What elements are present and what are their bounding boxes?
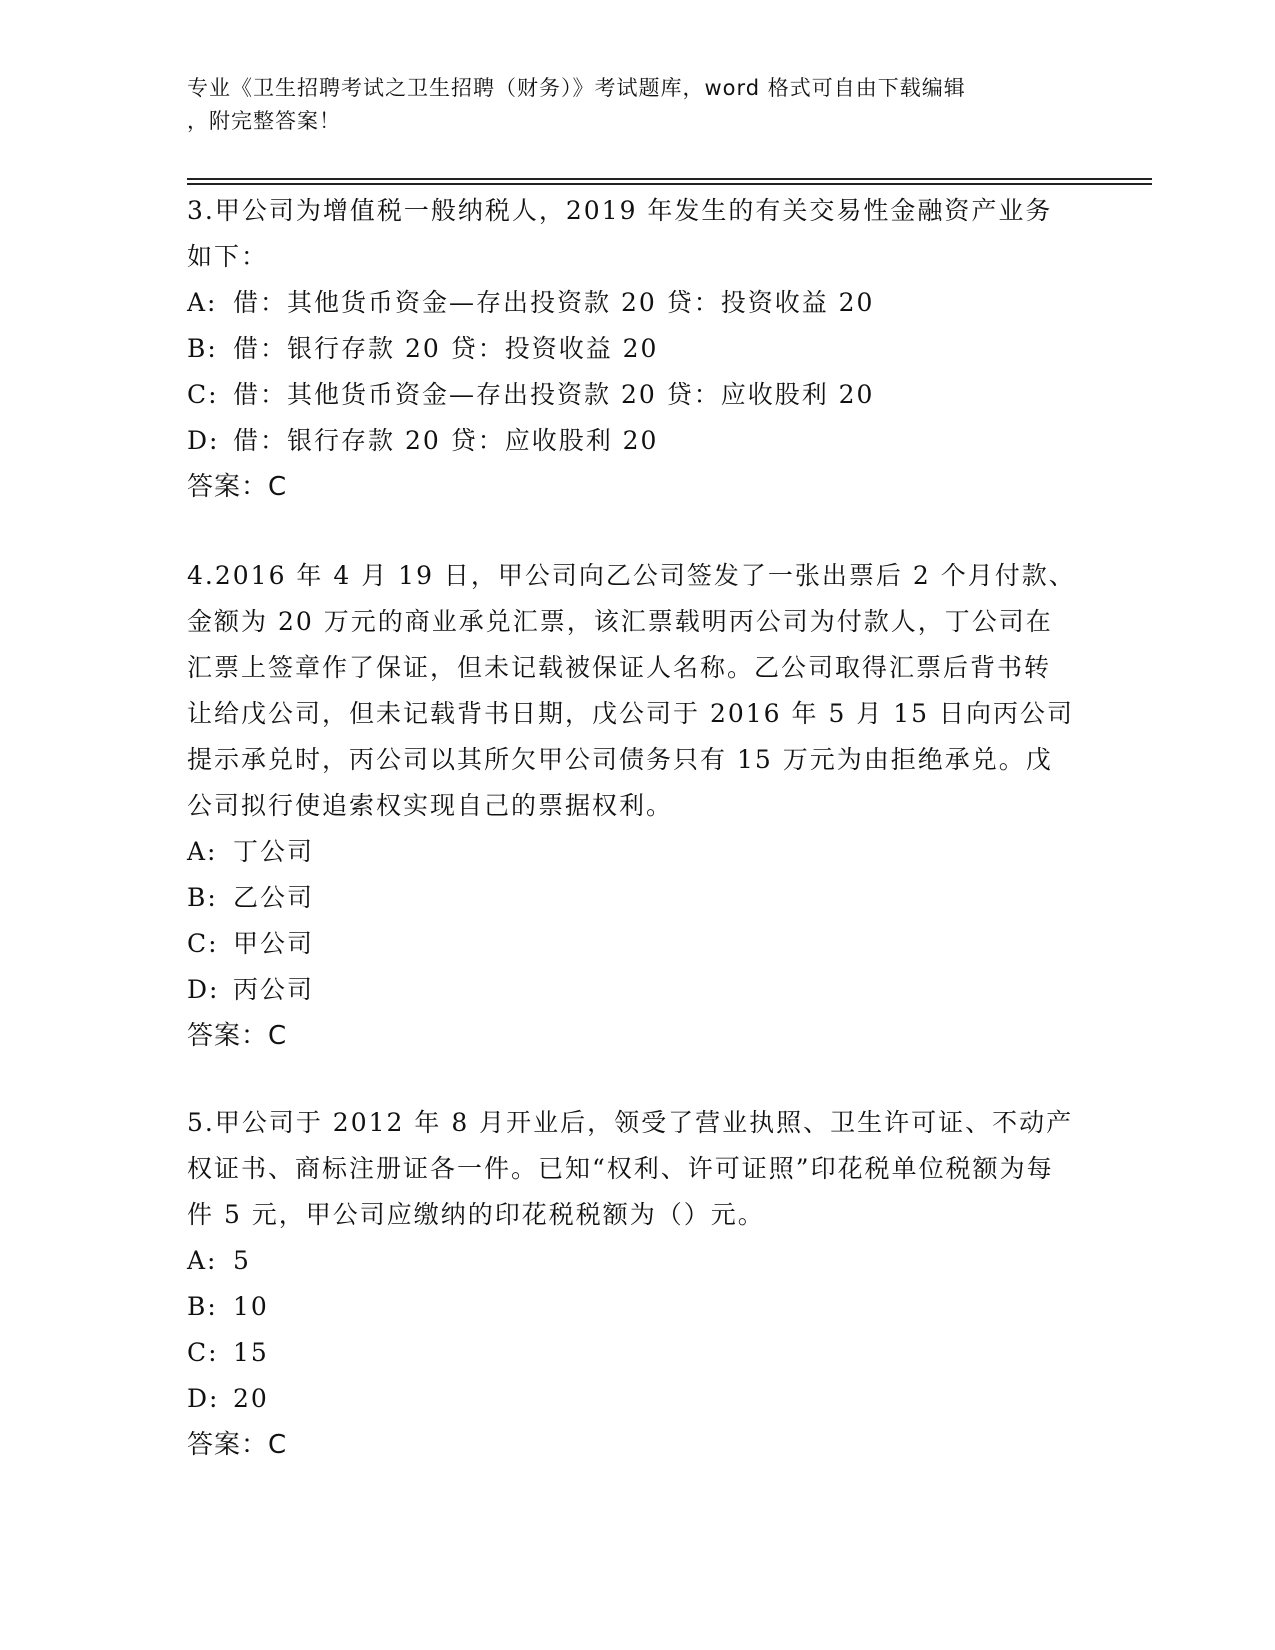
option-letter: C:	[187, 929, 219, 958]
option-letter: D:	[187, 426, 220, 455]
option-text: 乙公司	[233, 883, 315, 912]
question-stem: 4.2016 年 4 月 19 日，甲公司向乙公司签发了一张出票后 2 个月付款、金额为 20 万元的商业承兑汇票，该汇票载明丙公司为付款人，丁公司在汇票上签章作了保证，但未记载被保证人名称。乙公司取得汇票后背书转让给戊公司，但未记载背书日期，戊公司于 2016 年 5 月 15 日向丙公司提示承兑时，丙公司以其所欠甲公司债务只有 15 万元为由拒绝承兑。戊公司拟行使追索权实现自己的票据权利。	[187, 561, 1076, 820]
question-5	[187, 1100, 1077, 1468]
option-a	[187, 829, 1077, 875]
option-text: 15	[233, 1338, 269, 1367]
header-line-1: 专业《卫生招聘考试之卫生招聘（财务）》考试题库，word 格式可自由下载编辑	[187, 76, 966, 100]
option-d	[187, 418, 1077, 464]
option-text: 借：其他货币资金—存出投资款 20 贷：应收股利 20	[233, 380, 875, 409]
header-divider-bottom	[187, 183, 1152, 185]
option-letter: B:	[187, 883, 218, 912]
option-letter: A:	[187, 1246, 218, 1275]
option-letter: A:	[187, 837, 218, 866]
option-text: 甲公司	[233, 929, 315, 958]
option-letter: D:	[187, 975, 220, 1004]
option-text: 丙公司	[233, 975, 315, 1004]
option-letter: B:	[187, 1292, 218, 1321]
header-line-2: ，附完整答案！	[187, 109, 341, 133]
option-a	[187, 280, 1077, 326]
question-4	[187, 553, 1077, 1059]
option-c	[187, 372, 1077, 418]
option-letter: C:	[187, 380, 219, 409]
option-a	[187, 1238, 1077, 1284]
document-header	[187, 72, 1067, 138]
option-text: 20	[233, 1384, 269, 1413]
option-letter: A:	[187, 288, 218, 317]
option-c	[187, 921, 1077, 967]
option-text: 借：银行存款 20 贷：应收股利 20	[233, 426, 659, 455]
answer-line: 答案：C	[187, 472, 288, 502]
answer-line: 答案：C	[187, 1021, 288, 1051]
option-text: 借：其他货币资金—存出投资款 20 贷：投资收益 20	[233, 288, 875, 317]
option-b	[187, 875, 1077, 921]
option-letter: B:	[187, 334, 218, 363]
option-letter: D:	[187, 1384, 220, 1413]
option-text: 丁公司	[233, 837, 315, 866]
option-text: 5	[233, 1246, 251, 1275]
option-c	[187, 1330, 1077, 1376]
option-d	[187, 1376, 1077, 1422]
question-3	[187, 188, 1077, 510]
option-b	[187, 1284, 1077, 1330]
answer-line: 答案：C	[187, 1430, 288, 1460]
header-divider-top	[187, 178, 1152, 180]
option-b	[187, 326, 1077, 372]
option-text: 10	[233, 1292, 269, 1321]
question-stem: 3.甲公司为增值税一般纳税人，2019 年发生的有关交易性金融资产业务如下：	[187, 196, 1053, 271]
option-d	[187, 967, 1077, 1013]
question-stem: 5.甲公司于 2012 年 8 月开业后，领受了营业执照、卫生许可证、不动产权证书、商标注册证各一件。已知“权利、许可证照”印花税单位税额为每件 5 元，甲公司应缴纳的印花税税额为（）元。	[187, 1108, 1074, 1229]
option-letter: C:	[187, 1338, 219, 1367]
option-text: 借：银行存款 20 贷：投资收益 20	[233, 334, 659, 363]
